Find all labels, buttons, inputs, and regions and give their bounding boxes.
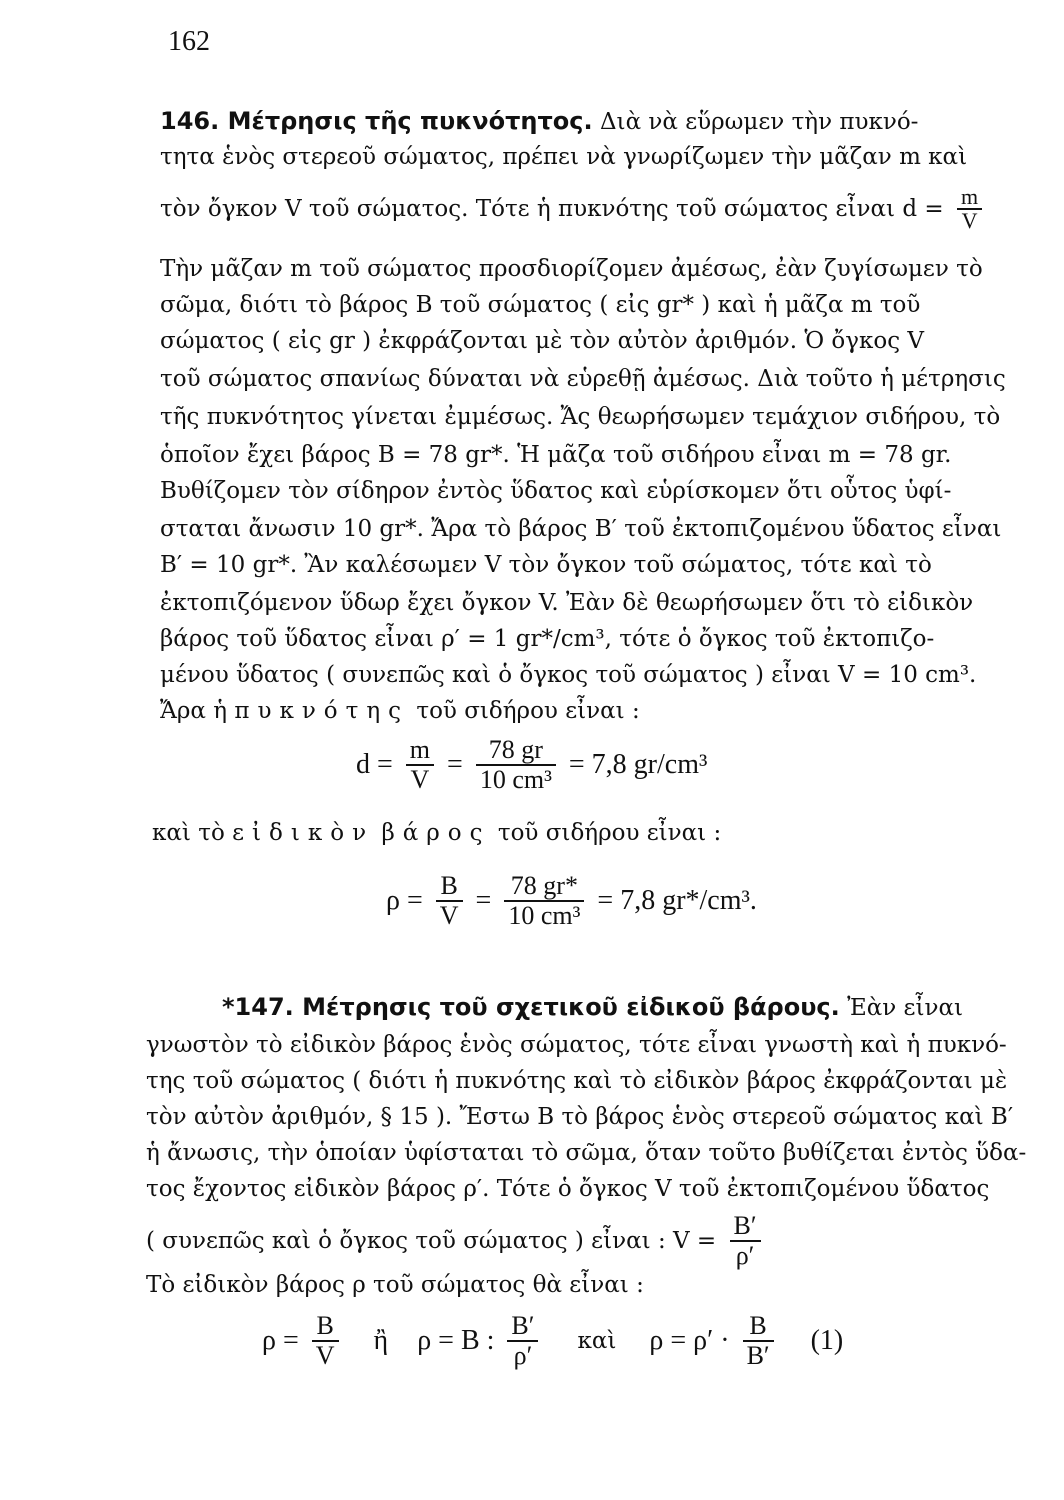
page-number: 162 [168,26,210,57]
equation-lhs: ρ = ρ′ · [649,1325,730,1356]
s147-line-7 [146,1212,1004,1270]
s146-line-11: σταται ἄνωσιν 10 gr*. Ἄρα τὸ βάρος B′ τοῦ ἐκτοπιζομένου ὕδατος εἶναι [160,516,1002,542]
fraction-denominator: V [315,1341,335,1370]
equation-label: (1) [810,1325,844,1356]
fraction-denominator: 10 cm³ [508,901,581,930]
s147-line-5: ἡ ἄνωσις, τὴν ὁποίαν ὑφίσταται τὸ σῶμα, ὅταν τοῦτο βυθίζεται ἐντὸς ὕδα- [146,1140,1027,1166]
equation-1 [262,1312,942,1370]
s146-line-3 [160,186,1004,232]
equation-fraction [436,872,463,930]
s147-line-6: τος ἔχοντος εἰδικὸν βάρος ρ′. Τότε ὁ ὄγκος V τοῦ ἐκτοπιζομένου ὕδατος [146,1176,990,1202]
fraction-numerator: m [957,186,982,210]
emphasized-word: πυκνότης [234,698,410,724]
s146-line-8: τῆς πυκνότητος γίνεται ἐμμέσως. Ἄς θεωρήσωμεν τεμάχιον σιδήρου, τὸ [160,404,1001,430]
equation-connector: καὶ [577,1328,617,1354]
s146-line-7: τοῦ σώματος σπανίως δύναται νὰ εὑρεθῇ ἀμέσως. Διὰ τοῦτο ἡ μέτρησις [160,366,1006,392]
s146-heading: 146. Μέτρησις τῆς πυκνότητος. [160,107,593,135]
fraction-numerator: m [406,736,434,766]
s146-text: τοῦ σιδήρου εἶναι : [497,820,722,846]
s146-line-10: Βυθίζομεν τὸν σίδηρον ἐντὸς ὕδατος καὶ εὑρίσκομεν ὅτι οὗτος ὑφί- [160,478,952,504]
equation-fraction [507,1312,538,1370]
fraction-numerator: B [436,872,463,902]
s147-line-1 [222,992,1004,1023]
fraction-numerator: B′ [507,1312,538,1342]
equation-fraction [476,736,556,794]
s146-text: Διὰ νὰ εὕρωμεν τὴν πυκνό- [592,109,919,135]
fraction-denominator: B′ [746,1341,770,1370]
fraction-denominator: 10 cm³ [479,765,552,794]
s147-line-4: τὸν αὐτὸν ἀριθμόν, § 15 ). Ἔστω B τὸ βάρος ἑνὸς στερεοῦ σώματος καὶ B′ [146,1104,1014,1130]
s146-line-17 [152,818,1004,848]
s146-text: τοῦ σιδήρου εἶναι : [416,698,640,724]
equation-result: = 7,8 gr*/cm³. [597,885,757,916]
s146-text: καὶ τὸ [152,820,225,846]
s147-line-8: Τὸ εἰδικὸν βάρος ρ τοῦ σώματος θὰ εἶναι : [146,1272,644,1298]
s146-line-4: Τὴν μᾶζαν m τοῦ σώματος προσδιορίζομεν ἀμέσως, ἐὰν ζυγίσωμεν τὸ [160,256,983,282]
specific-weight-equation [386,872,757,930]
emphasized-word: εἰδικὸν [232,820,375,846]
s147-heading: *147. Μέτρησις τοῦ σχετικοῦ εἰδικοῦ βάρους. [222,993,840,1021]
emphasized-word: βάρος [381,820,491,846]
equation-connector: ἢ [373,1325,389,1356]
fraction-numerator: B [743,1312,774,1342]
fraction-denominator: V [410,765,430,794]
fraction-numerator: 78 gr [476,736,556,766]
fraction-denominator: V [439,901,459,930]
s146-line-9: ὁποῖον ἔχει βάρος B = 78 gr*. Ἡ μᾶζα τοῦ σιδήρου εἶναι m = 78 gr. [160,442,952,468]
equation-equals: = [475,885,492,916]
equation-lhs: ρ = B : [417,1325,495,1356]
equation-fraction [504,872,584,930]
s147-text: Ἐὰν εἶναι [839,995,964,1021]
s146-line-15: μένου ὕδατος ( συνεπῶς καὶ ὁ ὄγκος τοῦ σώματος ) εἶναι V = 10 cm³. [160,662,977,688]
s146-line-5: σῶμα, διότι τὸ βάρος B τοῦ σώματος ( εἰς gr* ) καὶ ἡ μᾶζα m τοῦ [160,292,921,318]
s146-line-14: βάρος τοῦ ὕδατος εἶναι ρ′ = 1 gr*/cm³, τότε ὁ ὄγκος τοῦ ἐκτοπιζο- [160,626,935,652]
s146-line-12: B′ = 10 gr*. Ἂν καλέσωμεν V τὸν ὄγκον τοῦ σώματος, τότε καὶ τὸ [160,552,932,578]
s147-line-2: γνωστὸν τὸ εἰδικὸν βάρος ἑνὸς σώματος, τότε εἶναι γνωστὴ καὶ ἡ πυκνό- [146,1032,1007,1058]
s146-text: τὸν ὄγκον V τοῦ σώματος. Τότε ἡ πυκνότης τοῦ σώματος εἶναι d = [160,196,944,222]
s146-text: Ἄρα ἡ [160,698,228,724]
fraction-numerator: B [312,1312,339,1342]
s147-text: ( συνεπῶς καὶ ὁ ὄγκος τοῦ σώματος ) εἶναι : V = [146,1228,717,1254]
fraction-numerator: 78 gr* [504,872,584,902]
fraction-denominator: ρ′ [735,1241,755,1270]
s147-line-3: της τοῦ σώματος ( διότι ἡ πυκνότης καὶ τὸ εἰδικὸν βάρος ἐκφράζονται μὲ [146,1068,1008,1094]
equation-equals: = [447,749,463,780]
equation-lhs: ρ = [386,885,423,916]
equation-fraction [312,1312,339,1370]
fraction-numerator: B′ [730,1212,761,1242]
volume-fraction [730,1212,761,1270]
s146-line-6: σώματος ( εἰς gr ) ἐκφράζονται μὲ τὸν αὐτὸν ἀριθμόν. Ὁ ὄγκος V [160,328,925,354]
equation-lhs: ρ = [262,1325,299,1356]
fraction-denominator: V [961,208,978,233]
s146-line-2: τητα ἑνὸς στερεοῦ σώματος, πρέπει νὰ γνωρίζωμεν τὴν μᾶζαν m καὶ [160,144,968,170]
equation-lhs: d = [356,749,393,780]
equation-fraction [743,1312,774,1370]
fraction-denominator: ρ′ [513,1341,533,1370]
s146-line-16 [160,696,1004,726]
equation-fraction [406,736,434,794]
density-fraction [957,186,982,232]
density-equation [356,736,707,794]
equation-result: = 7,8 gr/cm³ [568,749,708,780]
s146-line-1 [160,106,1004,137]
s146-line-13: ἐκτοπιζόμενον ὕδωρ ἔχει ὄγκον V. Ἐὰν δὲ θεωρήσωμεν ὅτι τὸ εἰδικὸν [160,590,974,616]
